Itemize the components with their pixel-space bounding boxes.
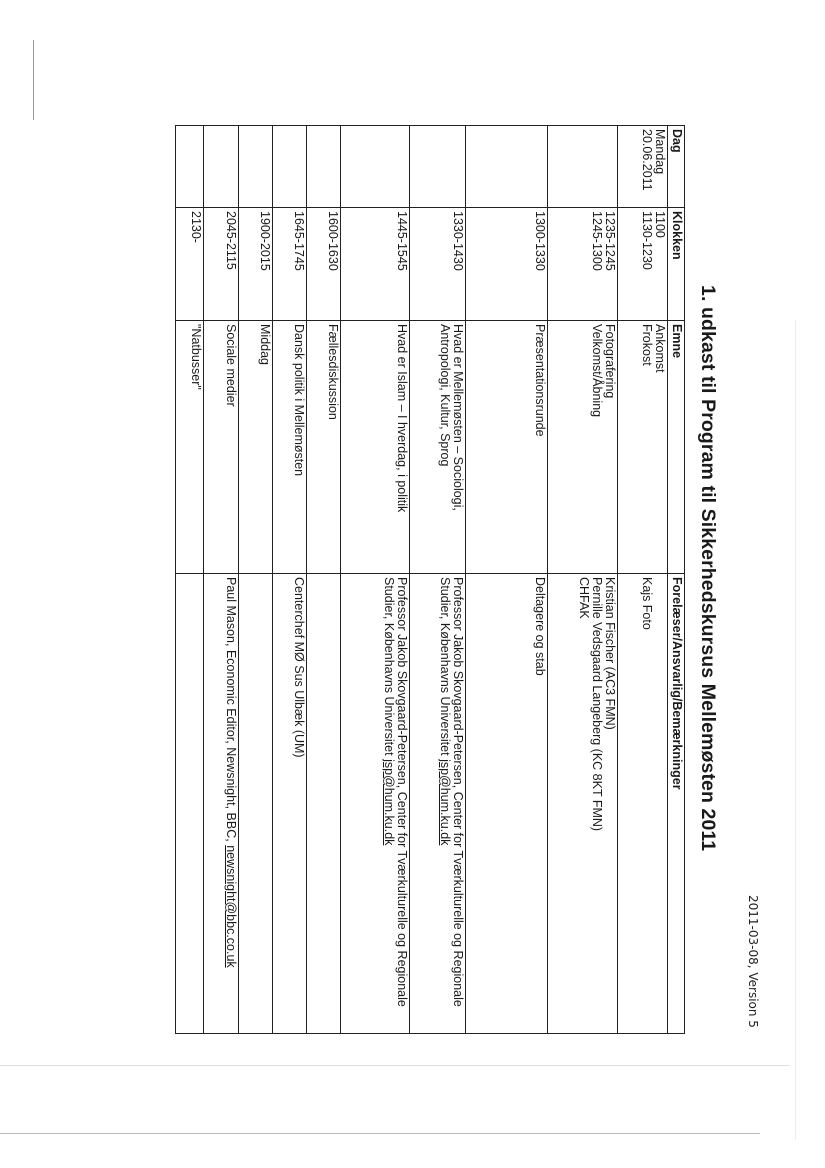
day-cell (466, 126, 548, 208)
header-time: Klokken (668, 208, 685, 321)
subject-cell: Hvad er Islam – I hverdag, i politik (341, 321, 410, 574)
header-day: Dag (668, 126, 685, 208)
table-row (341, 126, 410, 1034)
day-date: 20.06.2011 (640, 129, 654, 191)
day-cell (548, 126, 618, 208)
time-cell: 1300-1330 (466, 208, 548, 321)
table-row (618, 126, 668, 1034)
subject-cell: Middag (239, 321, 273, 574)
program-table (175, 125, 685, 1034)
scan-edge-mark (33, 40, 34, 120)
version-note: 2011-03-08, Version 5 (746, 895, 760, 1028)
day-cell (239, 126, 273, 208)
table-row (239, 126, 273, 1034)
lecturer-cell (307, 574, 341, 1034)
day-weekday: Mandag (653, 129, 667, 175)
time-cell: 2130- (176, 208, 204, 321)
header-lecturer: Forelæser/Ansvarlig/Bemærkninger (668, 574, 685, 1034)
table-row (176, 126, 204, 1034)
lecturer-cell (239, 574, 273, 1034)
day-cell (307, 126, 341, 208)
subject-cell: Hvad er Mellemøsten – Sociologi, Antropologi, Kultur, Sprog (410, 321, 466, 574)
time-cell: 1330-1430 (410, 208, 466, 321)
lecturer-cell: Professor Jakob Skovgaard-Petersen, Center for Tværkulturelle og Regionale Studier, Københavns Universitet jsp@hum.ku.dk (341, 574, 410, 1034)
lecturer-cell (176, 574, 204, 1034)
time-cell: 1100 1130-1230 (618, 208, 668, 321)
day-cell (618, 126, 668, 208)
day-cell (341, 126, 410, 208)
lecturer-cell: Deltagere og stab (466, 574, 548, 1034)
table-row (410, 126, 466, 1034)
table-header-row (668, 126, 685, 1034)
rotated-document-page (0, 125, 760, 1155)
document-title: 1. udkast til Program til Sikkerhedskursus Mellemøsten 2011 (697, 285, 719, 852)
email-link[interactable]: jsp@hum.ku.dk (382, 759, 396, 846)
lecturer-cell: Kajs Foto (618, 574, 668, 1034)
time-cell: 2045-2115 (204, 208, 239, 321)
subject-cell: Fællesdiskussion (307, 321, 341, 574)
email-link[interactable]: jsp@hum.ku.dk (438, 759, 452, 846)
lecturer-cell: Professor Jakob Skovgaard-Petersen, Center for Tværkulturelle og Regionale Studier, Københavns Universitet jsp@hum.ku.dk (410, 574, 466, 1034)
day-cell (273, 126, 307, 208)
time-cell: 1645-1745 (273, 208, 307, 321)
subject-cell: Sociale medier (204, 321, 239, 574)
table-row (204, 126, 239, 1034)
header-subject: Emne (668, 321, 685, 574)
subject-cell: Præsentationsrunde (466, 321, 548, 574)
time-cell: 1900-2015 (239, 208, 273, 321)
time-cell: 1600-1630 (307, 208, 341, 321)
scan-edge-line-right (795, 320, 796, 1140)
time-cell: 1235-1245 1245-1300 (548, 208, 618, 321)
day-cell (176, 126, 204, 208)
email-link[interactable]: newsnight@bbc.co.uk (224, 845, 238, 968)
lecturer-cell: Kristian Fischer (AC3 FMN) Pernille Vedsgaard Langeberg (KC 8KT FMN) CHFAK (548, 574, 618, 1034)
table-row (548, 126, 618, 1034)
day-cell (410, 126, 466, 208)
table-row (307, 126, 341, 1034)
table-row (466, 126, 548, 1034)
subject-cell: Fotografering Velkomst/Åbning (548, 321, 618, 574)
subject-cell: Dansk politik i Mellemøsten (273, 321, 307, 574)
subject-cell: Ankomst Frokost (618, 321, 668, 574)
day-cell (204, 126, 239, 208)
lecturer-cell: Paul Mason, Economic Editor, Newsnight, BBC, newsnight@bbc.co.uk (204, 574, 239, 1034)
subject-cell: "Natbusser" (176, 321, 204, 574)
table-row (273, 126, 307, 1034)
lecturer-cell: Centerchef MØ Sus Ulbæk (UM) (273, 574, 307, 1034)
time-cell: 1445-1545 (341, 208, 410, 321)
